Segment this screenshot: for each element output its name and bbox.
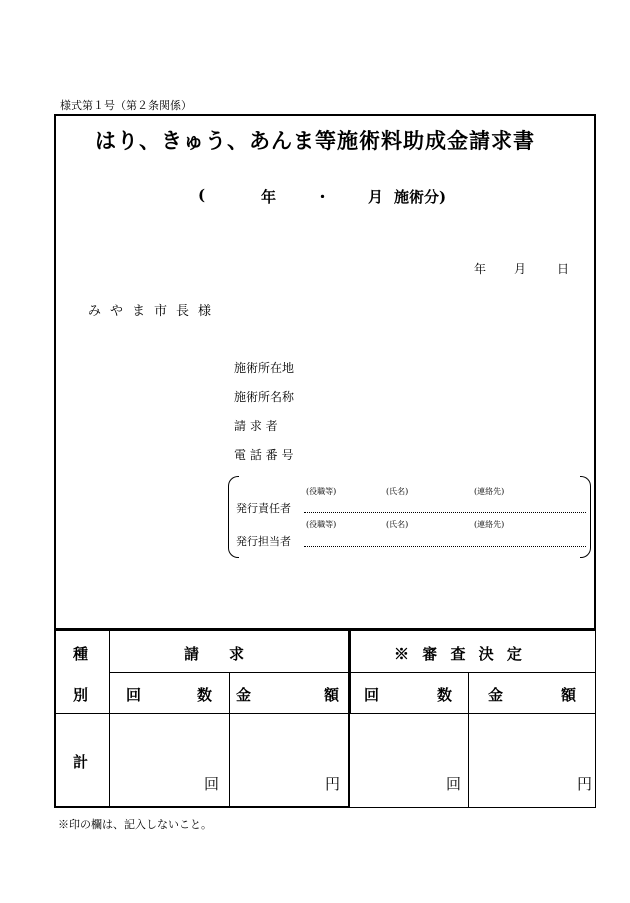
period-year: 年 — [261, 188, 277, 206]
rev-times-unit: 回 — [446, 775, 462, 793]
responsible-contact-caption: (連絡先) — [474, 487, 505, 496]
contact-label: 発行担当者 — [236, 535, 291, 548]
responsible-position-caption: (役職等) — [306, 487, 337, 496]
clinic-name-label: 施術所名称 — [234, 390, 295, 404]
form-title: はり、きゅう、あんま等施術料助成金請求書 — [95, 128, 535, 153]
addressee: みやま市長様 — [88, 304, 221, 319]
period-open: ( — [198, 186, 206, 204]
req-amount-head-b: 額 — [324, 686, 340, 704]
req-count-head-b: 数 — [197, 686, 213, 704]
period-month: 月 — [368, 188, 384, 206]
vline-request-split — [229, 672, 230, 808]
contact-dotted-line — [304, 546, 586, 547]
contact-position-caption: (役職等) — [306, 520, 337, 529]
req-times-unit: 回 — [204, 775, 220, 793]
rev-count-head-b: 数 — [437, 686, 453, 704]
contact-name-caption: (氏名) — [386, 520, 409, 529]
review-header: ※ 審 査 決 定 — [394, 645, 526, 663]
claimant-label: 請 求 者 — [234, 419, 278, 433]
responsible-dotted-line — [304, 512, 586, 513]
rev-amount-head-a: 金 — [488, 686, 504, 704]
hline-subheader — [54, 713, 596, 714]
req-amount-head-a: 金 — [236, 686, 252, 704]
rev-yen-unit: 円 — [577, 775, 593, 793]
date-month: 月 — [514, 262, 527, 276]
total-label: 計 — [73, 753, 89, 771]
vline-type-col — [109, 630, 110, 808]
contact-contact-caption: (連絡先) — [474, 520, 505, 529]
hline-header — [109, 672, 596, 673]
date-year: 年 — [474, 262, 487, 276]
period-suffix: 施術分) — [394, 188, 447, 206]
period-dot: ・ — [315, 188, 331, 206]
responsible-name-caption: (氏名) — [386, 487, 409, 496]
type-header-top: 種 — [73, 645, 89, 663]
vline-review-split — [468, 672, 469, 808]
form-number: 様式第１号（第２条関係） — [60, 99, 192, 112]
request-header: 請 求 — [184, 645, 245, 663]
type-header-mid: 別 — [73, 686, 89, 704]
footnote: ※印の欄は、記入しないこと。 — [58, 818, 212, 831]
rev-amount-head-b: 額 — [561, 686, 577, 704]
date-day: 日 — [557, 262, 570, 276]
phone-label: 電 話 番 号 — [234, 448, 294, 462]
req-count-head-a: 回 — [126, 686, 142, 704]
req-yen-unit: 円 — [325, 775, 341, 793]
clinic-address-label: 施術所在地 — [234, 361, 295, 375]
rev-count-head-a: 回 — [364, 686, 380, 704]
responsible-label: 発行責任者 — [236, 502, 291, 515]
